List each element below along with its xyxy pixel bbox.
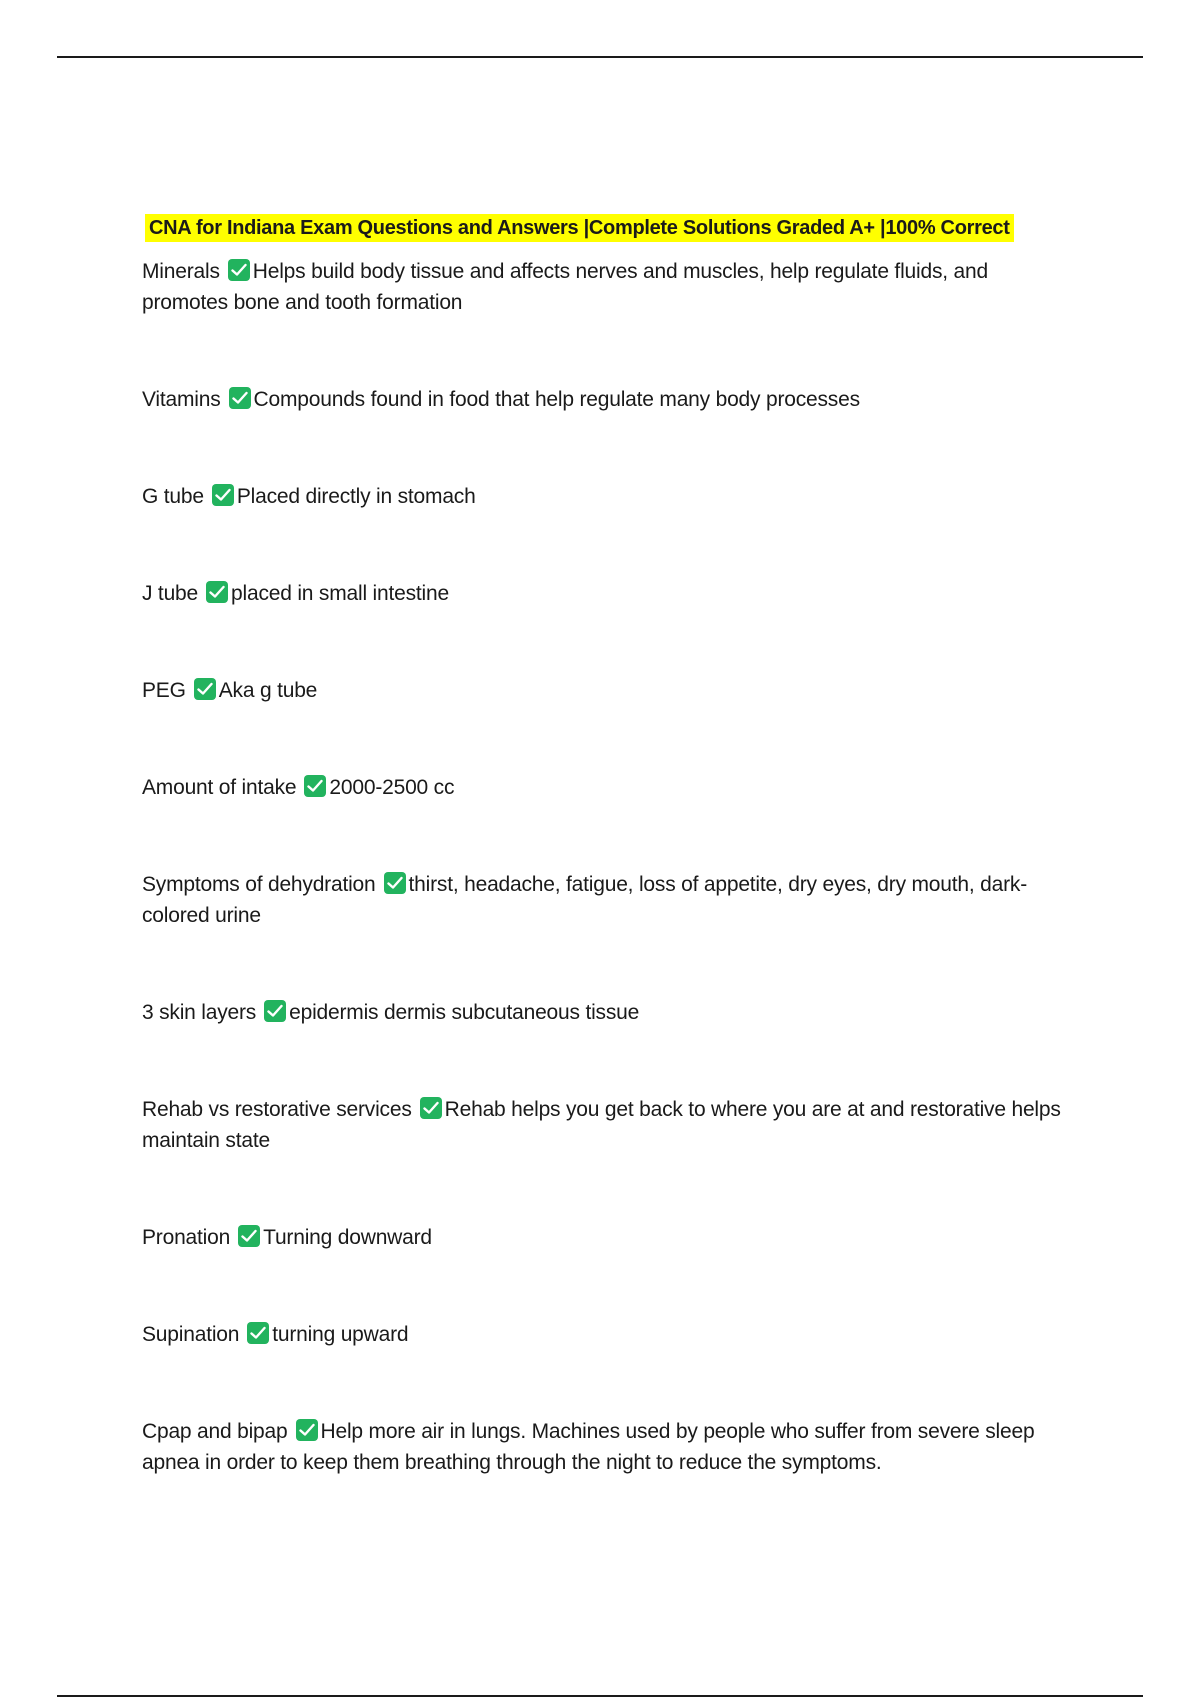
qa-term: Cpap and bipap [142,1420,288,1443]
qa-term: 3 skin layers [142,1001,257,1024]
green-checkmark-icon [304,775,326,797]
green-checkmark-icon [384,872,406,894]
qa-answer: Placed directly in stomach [236,485,476,508]
qa-term: Rehab vs restorative services [142,1098,412,1121]
qa-answer: thirst, headache, fatigue, loss of appetite, dry eyes, dry mouth, dark-colored urine [142,873,1027,927]
green-checkmark-icon [229,387,251,409]
qa-term: Vitamins [142,388,221,411]
qa-term: Minerals [142,260,220,283]
qa-answer: Helps build body tissue and affects nerves and muscles, help regulate fluids, and promotes bone and tooth formation [142,260,988,314]
green-checkmark-icon [238,1225,260,1247]
qa-term: Amount of intake [142,776,297,799]
green-checkmark-icon [206,581,228,603]
qa-item [142,772,1062,803]
document-title: CNA for Indiana Exam Questions and Answers |Complete Solutions Graded A+ |100% Correct [145,214,1014,242]
qa-term: G tube [142,485,204,508]
green-checkmark-icon [194,678,216,700]
qa-item [142,481,1062,512]
qa-answer: Rehab helps you get back to where you are at and restorative helps maintain state [142,1098,1061,1152]
qa-term: Pronation [142,1226,231,1249]
qa-term: J tube [142,582,199,605]
bottom-rule [57,1695,1143,1697]
document-body [142,214,1062,1478]
qa-list [142,256,1062,1478]
qa-answer: Aka g tube [218,679,318,702]
qa-item [142,256,1062,318]
qa-item [142,384,1062,415]
green-checkmark-icon [228,259,250,281]
qa-item [142,1416,1062,1478]
qa-item [142,675,1062,706]
qa-answer: Compounds found in food that help regulate many body processes [253,388,860,411]
qa-term: PEG [142,679,186,702]
qa-item [142,578,1062,609]
qa-answer: epidermis dermis subcutaneous tissue [289,1001,640,1024]
qa-answer: Help more air in lungs. Machines used by people who suffer from severe sleep apnea in order to keep them breathing through the night to reduce the symptoms. [142,1420,1035,1474]
qa-term: Symptoms of dehydration [142,873,376,896]
qa-item [142,869,1062,931]
qa-item [142,1222,1062,1253]
green-checkmark-icon [212,484,234,506]
qa-item [142,1094,1062,1156]
qa-answer: 2000-2500 cc [329,776,455,799]
green-checkmark-icon [296,1419,318,1441]
green-checkmark-icon [247,1322,269,1344]
green-checkmark-icon [264,1000,286,1022]
qa-term: Supination [142,1323,240,1346]
qa-answer: Turning downward [263,1226,432,1249]
qa-answer: turning upward [272,1323,409,1346]
qa-item [142,997,1062,1028]
qa-answer: placed in small intestine [231,582,449,605]
green-checkmark-icon [420,1097,442,1119]
top-rule [57,56,1143,58]
qa-item [142,1319,1062,1350]
